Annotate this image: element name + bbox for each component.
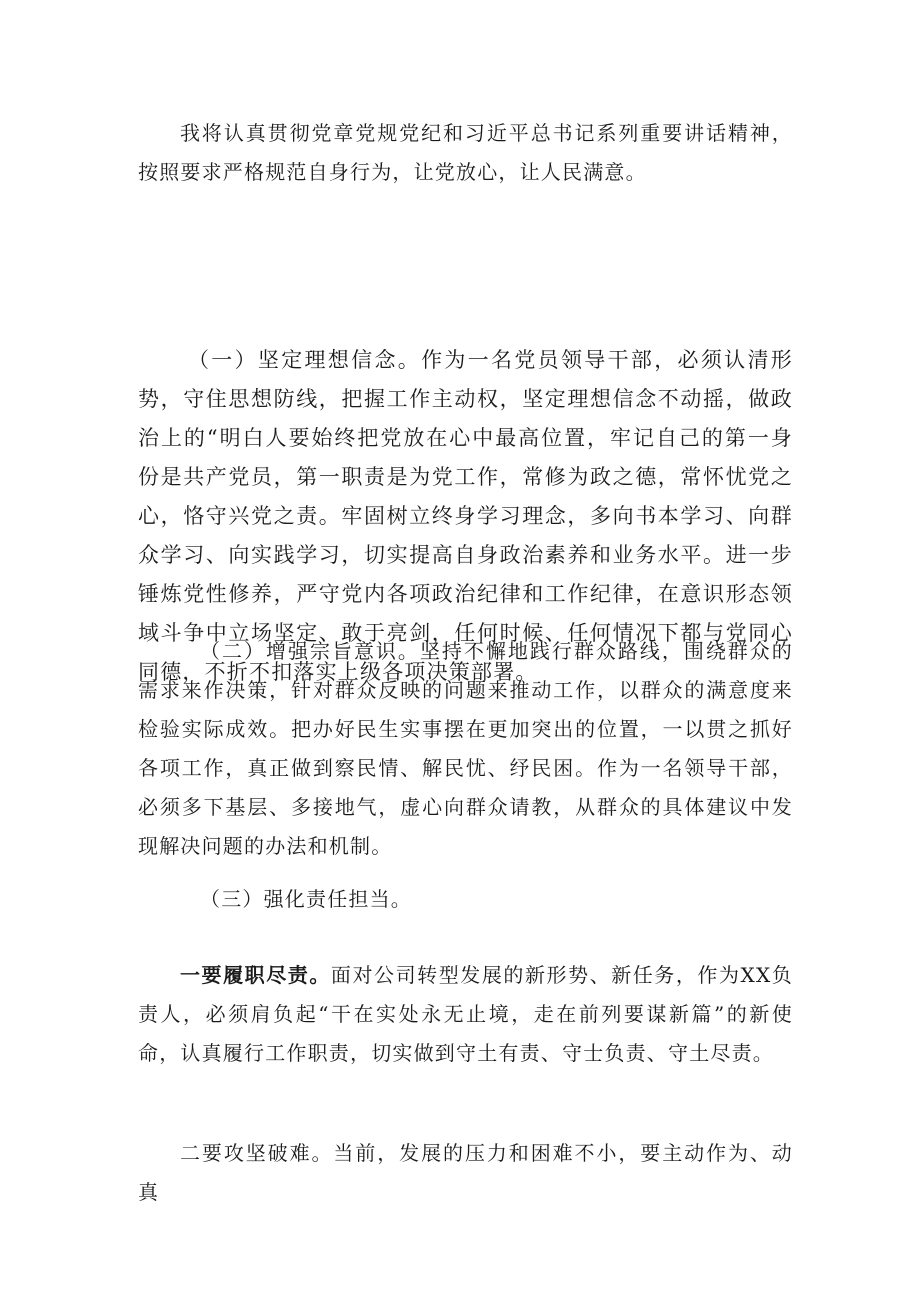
paragraph-duty-body: 面对公司转型发展的新形势、新任务，作为XX负责人，必须肩负起“干在实处永无止境，走在前列要谋新篇”的新使命，认真履行工作职责，切实做到守土有责、守士负责、守土尽责。 [138,963,793,1065]
paragraph-tackle: 二要攻坚破难。当前，发展的压力和困难不小，要主动作为、动真 [138,1141,793,1204]
paragraph-duty [138,956,793,1073]
paragraph-ideals: （一）坚定理想信念。作为一名党员领导干部，必须认清形势，守住思想防线，把握工作主动权，坚定理想信念不动摇，做政治上的“明白人要始终把党放在心中最高位置，牢记自己的第一身份是共产党员，第一职责是为党工作，常修为政之德，常怀忧党之心，恪守兴党之责。牢固树立终身学习理念，多向书本学习、向群众学习、向实践学习，切实提高自身政治素养和业务水平。进一步锤炼党性修养，严守党内各项政治纪律和工作纪律，在意识形态领域斗争中立场坚定、敢于亮剑，任何时候、任何情况下都与党同心同德，不折不扣落实上级各项决策部署。 [138,348,793,684]
paragraph-intro: 我将认真贯彻党章党规党纪和习近平总书记系列重要讲话精神，按照要求严格规范自身行为，让党放心，让人民满意。 [138,121,793,184]
paragraph-purpose: （二）增强宗旨意识。坚持不懈地践行群众路线，围绕群众的需求来作决策，针对群众反映的问题来推动工作，以群众的满意度来检验实际成效。把办好民生实事摆在更加突出的位置，一以贯之抓好各项工作，真正做到察民情、解民忧、纾民困。作为一名领导干部，必须多下基层、多接地气，虚心向群众请教，从群众的具体建议中发现解决问题的办法和机制。 [138,639,793,858]
paragraph-responsibility-heading: （三）强化责任担当。 [200,887,412,911]
paragraph-duty-lead: 一要履职尽责。 [180,963,331,987]
